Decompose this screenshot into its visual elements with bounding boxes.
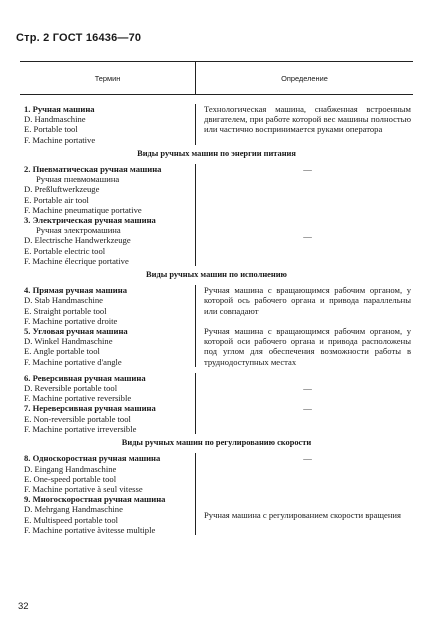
term-row-5 <box>20 326 413 367</box>
definition: — <box>303 164 312 175</box>
term-ru: 2. Пневматическая ручная машина <box>24 164 162 175</box>
term-ru: 8. Односкоростная ручная машина <box>24 453 161 464</box>
term-ru: 9. Многоскоростная ручная машина <box>24 494 166 505</box>
term-de: D. Mehrgang Handmaschine <box>24 504 123 515</box>
term-ru: 7. Нереверсивная ручная машина <box>24 403 156 414</box>
term-fr: F. Machine pneumatique portative <box>24 204 142 215</box>
term-de: D. Preßluftwerkzeuge <box>24 184 100 195</box>
definition: Ручная машина с вращающимся рабочим органом, у которой ось рабочего органа и привода параллельны или совпадают <box>204 285 411 316</box>
section-heading-design: Виды ручных машин по исполнению <box>146 270 287 280</box>
term-en: E. One-speed portable tool <box>24 473 117 484</box>
term-en: E. Portable electric tool <box>24 245 106 256</box>
column-header-terms: Термин <box>20 62 196 94</box>
section-heading-speed: Виды ручных машин по регулированию скорости <box>121 438 312 448</box>
term-row-1 <box>20 104 413 145</box>
definition: — <box>303 231 312 242</box>
term-de: D. Electrische Handwerkzeuge <box>24 235 131 246</box>
term-de: D. Handmaschine <box>24 114 86 125</box>
table-header <box>20 61 413 95</box>
term-en: E. Portable air tool <box>24 194 89 205</box>
term-synonym: Ручная пневмомашина <box>36 174 120 185</box>
definition: Ручная машина с регулированием скорости вращения <box>204 510 401 521</box>
term-de: D. Winkel Handmaschine <box>24 336 113 347</box>
term-fr: F. Machine élecrique portative <box>24 255 129 266</box>
column-header-definition: Определение <box>281 74 328 83</box>
term-en: E. Portable tool <box>24 124 78 135</box>
term-fr: F. Machine portative àvitesse multiple <box>24 524 156 535</box>
term-ru: 5. Угловая ручная машина <box>24 326 128 337</box>
page-header: Стр. 2 ГОСТ 16436—70 <box>16 32 142 44</box>
term-synonym: Ручная электромашина <box>36 225 121 236</box>
definition: — <box>303 453 312 464</box>
terms-table <box>20 61 413 535</box>
term-en: E. Multispeed portable tool <box>24 514 119 525</box>
definition: Технологическая машина, снабженная встроенным двигателем, при работе которой вес машины полностью или частично воспринимается руками оператора <box>204 104 411 135</box>
term-row-6 <box>20 373 413 404</box>
term-de: D. Reversible portable tool <box>24 383 118 394</box>
definition: Ручная машина с вращающимся рабочим органом, у которой оси рабочего органа и привода расположены под углом для обеспечения возможности работы в труднодоступных местах <box>204 326 411 367</box>
term-fr: F. Machine portative à seul vitesse <box>24 483 143 494</box>
definition: — <box>303 382 312 393</box>
term-row-4 <box>20 285 413 326</box>
term-fr: F. Machine portative <box>24 134 96 145</box>
term-de: D. Eingang Handmaschine <box>24 463 117 474</box>
term-fr: F. Machine portative droite <box>24 315 118 326</box>
term-ru: 4. Прямая ручная машина <box>24 285 127 296</box>
term-row-2 <box>20 164 413 215</box>
term-ru: 6. Реверсивная ручная машина <box>24 372 146 383</box>
term-ru: 3. Электрическая ручная машина <box>24 215 156 226</box>
page-number: 32 <box>18 601 29 612</box>
term-fr: F. Machine portative irreversible <box>24 423 137 434</box>
term-row-9 <box>20 494 413 535</box>
term-row-7 <box>20 403 413 434</box>
term-row-3 <box>20 215 413 266</box>
term-ru: 1. Ручная машина <box>24 104 95 114</box>
term-fr: F. Machine portative reversible <box>24 393 132 404</box>
definition: — <box>303 403 312 414</box>
term-en: E. Non-reversible portable tool <box>24 413 131 424</box>
term-row-8 <box>20 453 413 494</box>
section-heading-energy: Виды ручных машин по энергии питания <box>137 148 296 158</box>
term-de: D. Stab Handmaschine <box>24 295 103 306</box>
term-fr: F. Machine portative d'angle <box>24 356 122 367</box>
term-en: E. Angle portable tool <box>24 346 100 357</box>
term-en: E. Straight portable tool <box>24 305 107 316</box>
